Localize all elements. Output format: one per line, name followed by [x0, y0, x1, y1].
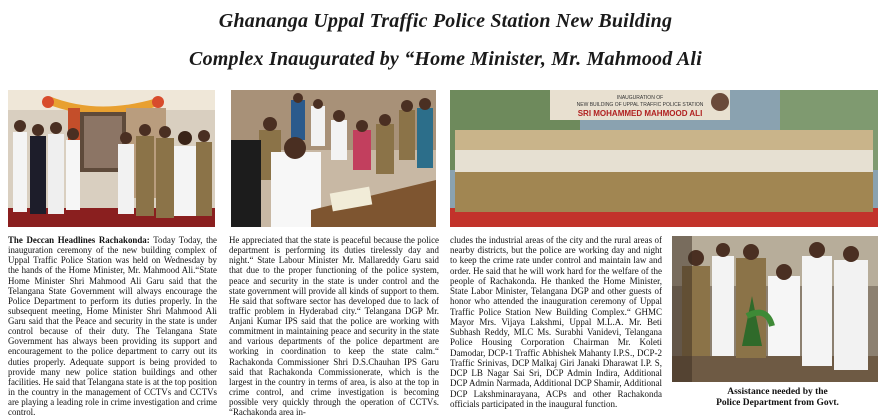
- headline-line-2: Complex Inaugurated by “Home Minister, Mr. Mahmood Ali: [189, 48, 702, 70]
- banner-line-1: INAUGURATION OF: [616, 95, 664, 101]
- headline-line-1: Ghananga Uppal Traffic Police Station New Building: [218, 10, 673, 32]
- article-column-1: [8, 235, 217, 417]
- photo-signing-register: [231, 90, 436, 227]
- banner-line-3: SRI MOHAMMED MAHMOOD ALI: [577, 109, 703, 118]
- photo-tree-planting: [672, 236, 878, 382]
- banner-line-2: NEW BUILDING OF UPPAL TRAFFIC POLICE STATION: [576, 102, 704, 108]
- article-column-3: [450, 235, 662, 409]
- caption-line-1: Assistance needed by the: [727, 387, 828, 397]
- article-lead-in: The Deccan Headlines Rachakonda:: [8, 235, 150, 245]
- group-rows: [455, 130, 873, 212]
- article-column-1-text: Today Today, the inauguration ceremony of the new building complex of Uppal Traffic Police Station was held on Wednesday by the hands of the Home Minister, Mr. Mahmood Ali.“State Home Minister Shri Mahmood Ali Garu said that the Telangana State Government will always encourage the Police Department to perform its duties properly. In the subsequent meeting, Home Minister Shri Mahmood Ali Garu said that the Peace and security in the state is under control because of their duty. The Telangana State Government has always been providing its support and encouragement to the police department to carry out its duties properly. Adequate support is being provided to provide many new police station buildings and other facilities. He said that Telangana state is at the top position in the country in the management of CCTVs and CCTVs are playing a leading role in crime investigation and crime control.: [8, 235, 217, 418]
- article-column-3-text: cludes the industrial areas of the city and the rural areas of nearby districts, but the police are working day and night to keep the crime rate under control and maintain law and order. He said that he will work hard for the welfare of the people of Rachakonda. He thanked the Home Minister, State Labor Minister, Telangana DGP and other guests of honor who attended the inauguration ceremony of Uppal Traffic Police Station New Building Complex.“ GHMC Mayor Mrs. Vijaya Lakshmi, Uppal M.L.A. Mr. Beti Subhash Reddy, MLC Ms. Surabhi Vanidevi, Telangana Police Housing Corporation Chairman Mr. Koleti Damodar, DCP-1 Traffic Abhishek Mahanty I.P.S., DCP-2 Traffic Srinivas, DCP Malkaj Giri Janaki Dharawat I.P. S, DCP LB Nagar Sai Sri, DCP Admin Indira, Additional DCP Admin Narmada, Additional DCP Shamir, Additional DCP Lakshminarayana, ACPs and other Rachakonda officials participated in the inaugural function.: [450, 235, 662, 409]
- photo-plaque-unveiling: [8, 90, 215, 227]
- article-column-2: [229, 235, 439, 417]
- photo-caption: [672, 387, 883, 409]
- caption-line-2: Police Department from Govt.: [716, 398, 839, 408]
- photo-group: [450, 90, 878, 227]
- article-column-2-text: He appreciated that the state is peaceful because the police department is performing its duties tirelessly day and night.“ State Labour Minister Mr. Mallareddy Garu said that due to the proper functioning of the police system, peace and security in the state is under control and the state government will provide all kinds of support to them. He said that software sector has developed due to lack of traffic problem in Hyderabad city.“ Telangana DGP Mr. Anjani Kumar IPS said that the police are working with commitment in maintaining peace and security in the state and various departments of the police department are working in coordination to keep the state calm.“ Rachakonda Commissioner Shri D.S.Chauhan IPS Garu said that Rachakonda Commissionerate, which is the largest in the country in terms of area, is also at the top in crime control, and crime investigation is becoming possible very quickly through the operation of CCTVs. “Rachakonda area in-: [229, 235, 439, 418]
